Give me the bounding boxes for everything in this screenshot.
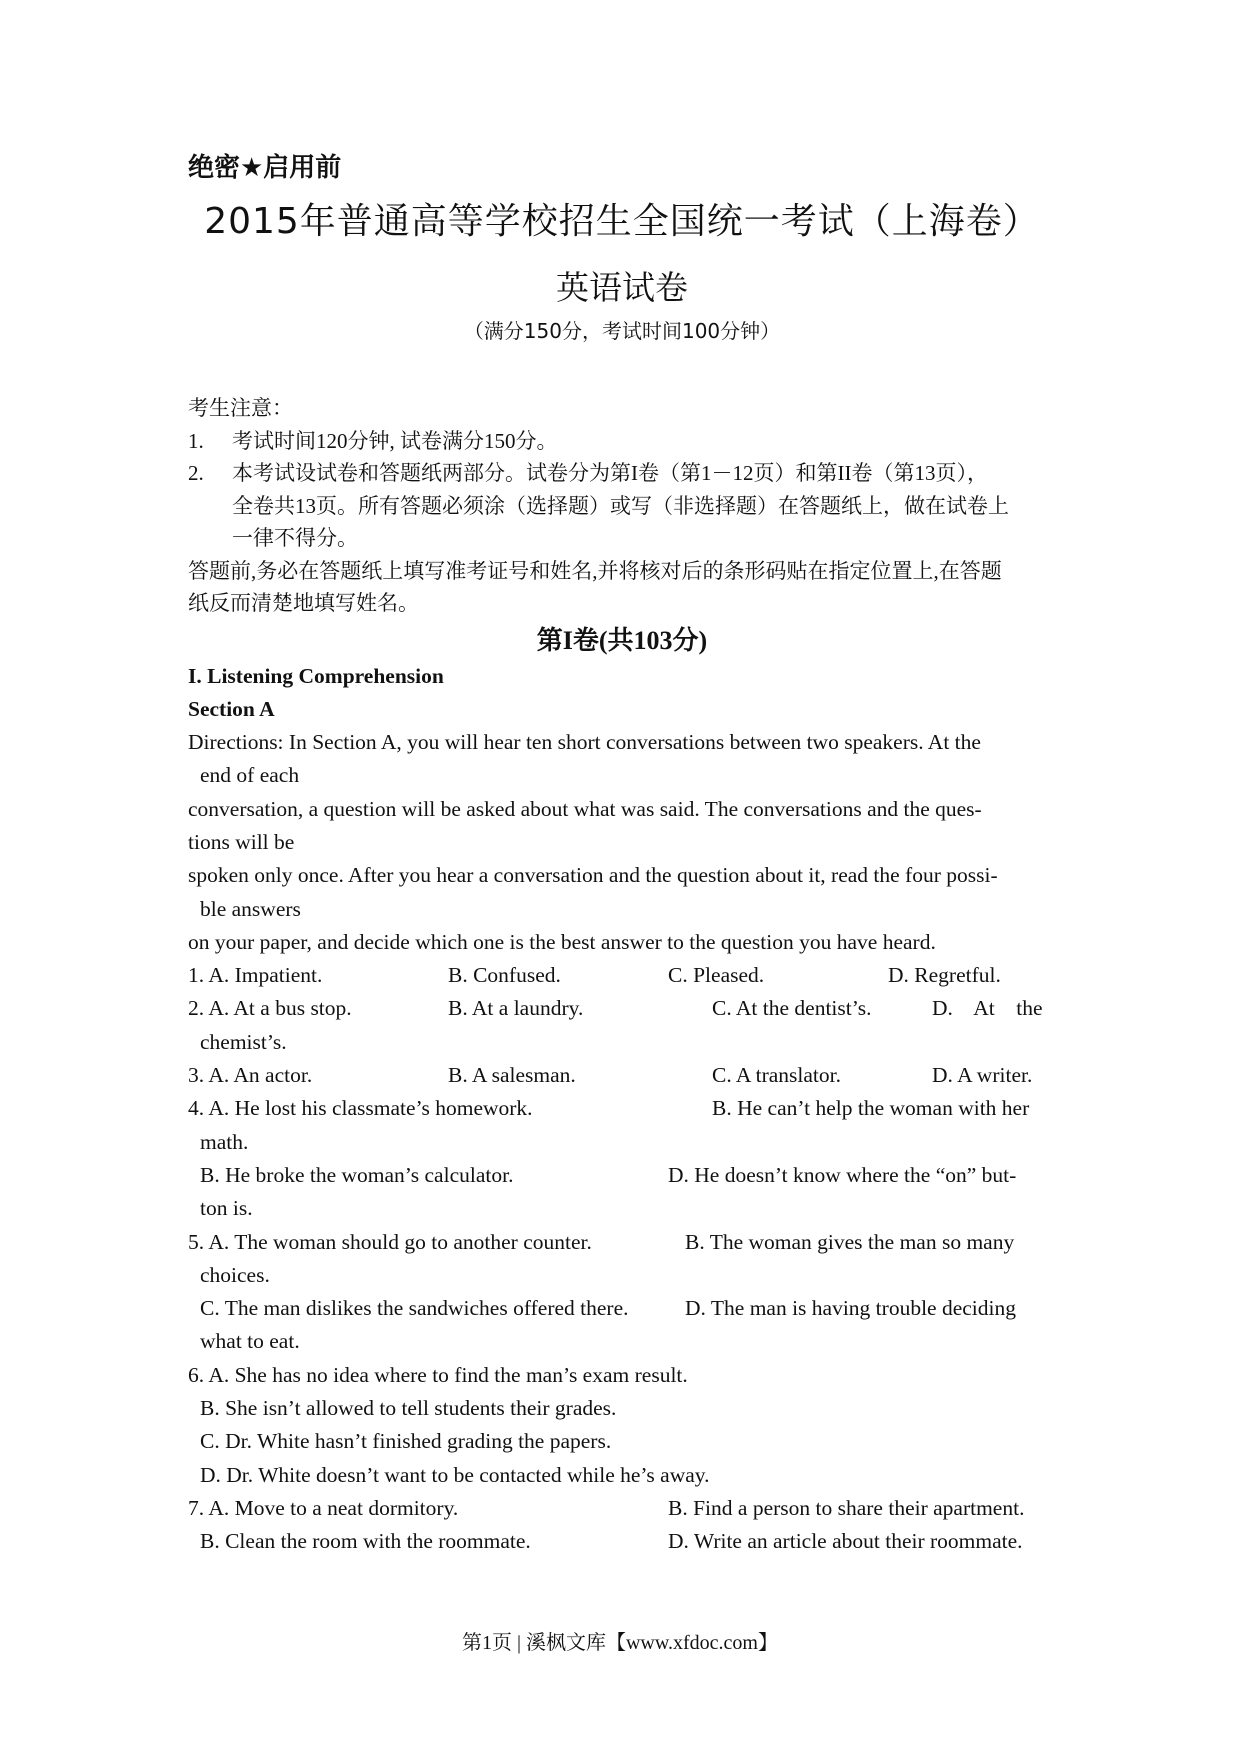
option-c: C. Pleased. [668, 963, 765, 988]
option-d-cont: what to eat. [200, 1329, 300, 1354]
question-5-cd [188, 1292, 1056, 1325]
question-7 [188, 1492, 1056, 1525]
notice-text: 一律不得分。 [232, 526, 358, 550]
section-a-heading: Section A [188, 696, 275, 721]
option-c: C. A translator. [712, 1063, 841, 1088]
confidential-mark: 绝密★启用前 [188, 153, 342, 183]
directions-line: ble answers [200, 896, 301, 921]
directions-line: tions will be [188, 829, 295, 854]
part-title: 第I卷(共103分) [536, 625, 708, 655]
directions-line: conversation, a question will be asked about what was said. The conversations and the ques- [188, 796, 982, 821]
option-b-cont: math. [200, 1129, 249, 1154]
option-c: B. He broke the woman’s calculator. [200, 1162, 514, 1187]
option-b: B. The woman gives the man so many [685, 1229, 1015, 1254]
section-heading: I. Listening Comprehension [188, 663, 444, 688]
option-d-cont: chemist’s. [200, 1029, 287, 1054]
option-d: D. At the [932, 996, 1043, 1021]
question-6-option-a: 6. A. She has no idea where to find the man’s exam result. [188, 1362, 688, 1387]
option-a: 4. A. He lost his classmate’s homework. [188, 1096, 533, 1121]
option-a: 2. A. At a bus stop. [188, 996, 352, 1021]
exam-page [188, 150, 1056, 1559]
option-b: B. Find a person to share their apartment. [668, 1495, 1025, 1520]
question-4-cd [188, 1159, 1056, 1192]
option-b: B. Confused. [448, 963, 561, 988]
option-b: B. At a laundry. [448, 996, 584, 1021]
notice-heading: 考生注意： [188, 396, 293, 420]
page-footer: 第1页 | 溪枫文库【www.xfdoc.com】 [461, 1632, 778, 1654]
notice-extra: 答题前,务必在答题纸上填写准考证号和姓名,并将核对后的条形码贴在指定位置上,在答题 [188, 558, 1002, 583]
option-d: D. The man is having trouble deciding [685, 1296, 1016, 1321]
notice-number: 1. [188, 428, 204, 453]
listening-section [188, 660, 1056, 1559]
option-a: 1. A. Impatient. [188, 963, 323, 988]
question-6-option-c: C. Dr. White hasn’t finished grading the papers. [200, 1429, 612, 1454]
notice-text: 全卷共13页。所有答题必须涂（选择题）或写（非选择题）在答题纸上，做在试卷上 [232, 493, 1009, 518]
notice-item [188, 425, 1056, 458]
option-d: D. Regretful. [888, 963, 1001, 988]
candidate-notice [188, 392, 1056, 620]
option-c: C. The man dislikes the sandwiches offered there. [200, 1296, 629, 1321]
directions-line: on your paper, and decide which one is the best answer to the question you have heard. [188, 929, 936, 954]
question-7-cd [188, 1525, 1056, 1558]
question-5 [188, 1226, 1056, 1259]
question-4 [188, 1092, 1056, 1125]
option-d-cont: ton is. [200, 1196, 253, 1221]
score-note: （满分150分，考试时间100分钟） [463, 319, 781, 343]
notice-item-cont [188, 522, 1056, 555]
directions-line: end of each [200, 763, 300, 788]
notice-item [188, 457, 1056, 490]
question-2 [188, 992, 1056, 1025]
notice-extra: 纸反而清楚地填写姓名。 [188, 591, 419, 615]
option-d: D. A writer. [932, 1063, 1033, 1088]
option-c: C. At the dentist’s. [712, 996, 872, 1021]
option-a: 5. A. The woman should go to another counter. [188, 1229, 592, 1254]
notice-number: 2. [188, 461, 204, 485]
question-6-option-b: B. She isn’t allowed to tell students their grades. [200, 1396, 617, 1421]
option-a: 3. A. An actor. [188, 1063, 313, 1088]
notice-item-cont [188, 490, 1056, 523]
exam-title: 2015年普通高等学校招生全国统一考试（上海卷） [204, 201, 1040, 242]
option-b-cont: choices. [200, 1262, 270, 1287]
directions-line: spoken only once. After you hear a conversation and the question about it, read the four possi- [188, 863, 998, 888]
option-c: B. Clean the room with the roommate. [200, 1529, 531, 1554]
question-1 [188, 959, 1056, 992]
notice-text: 本考试设试卷和答题纸两部分。试卷分为第I卷（第1－12页）和第II卷（第13页）， [232, 461, 988, 485]
option-a: 7. A. Move to a neat dormitory. [188, 1495, 459, 1520]
option-b: B. He can’t help the woman with her [712, 1096, 1030, 1121]
option-b: B. A salesman. [448, 1063, 576, 1088]
notice-text: 考试时间120分钟, 试卷满分150分。 [232, 428, 558, 453]
option-d: D. He doesn’t know where the “on” but- [668, 1162, 1017, 1187]
exam-subtitle: 英语试卷 [556, 268, 688, 307]
question-6-option-d: D. Dr. White doesn’t want to be contacted while he’s away. [200, 1462, 710, 1487]
option-d: D. Write an article about their roommate. [668, 1529, 1023, 1554]
question-3 [188, 1059, 1056, 1092]
directions-line: Directions: In Section A, you will hear ten short conversations between two speakers. At the [188, 730, 981, 755]
